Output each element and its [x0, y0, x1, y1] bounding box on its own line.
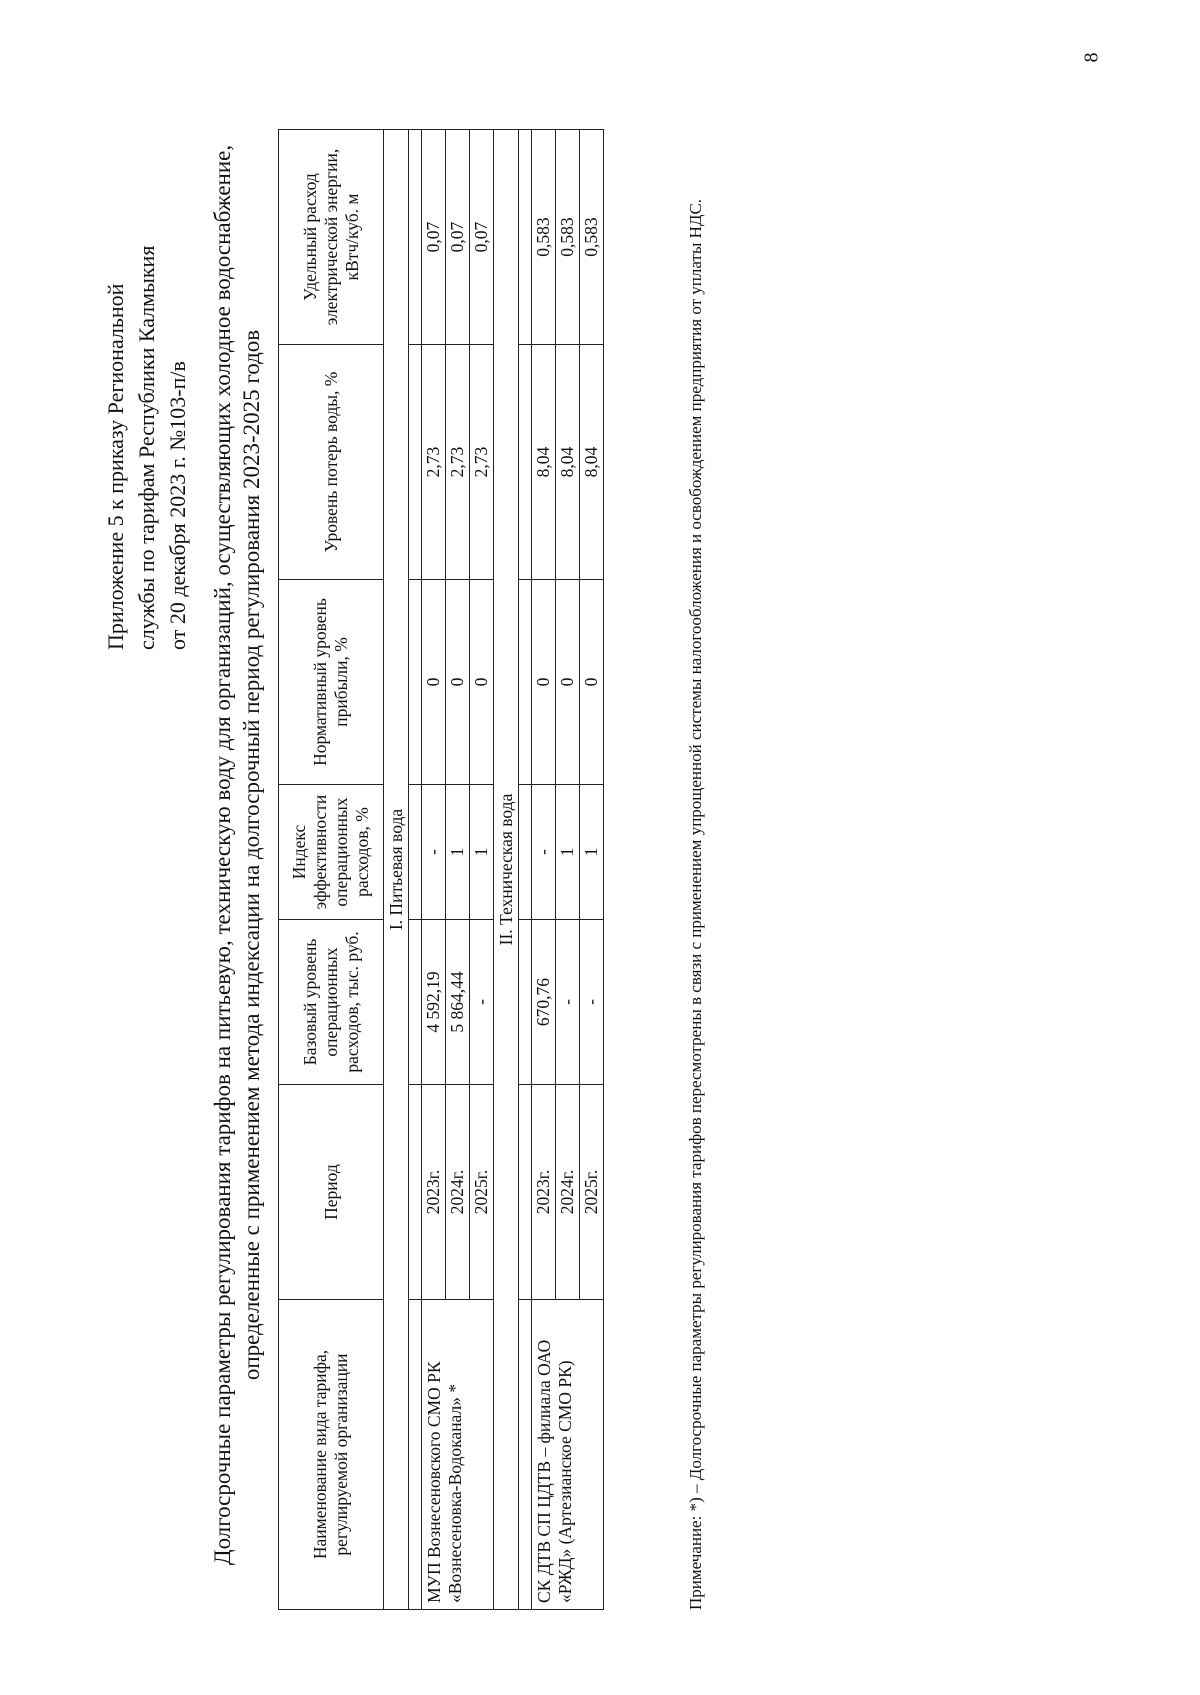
document-title	[208, 120, 266, 1590]
profit-level-cell: 0	[580, 580, 604, 785]
period-cell: 2024г.	[446, 1085, 470, 1300]
profit-level-cell: 0	[446, 580, 470, 785]
energy-cell: 0,07	[446, 130, 470, 345]
section-title: I. Питьевая вода	[384, 130, 409, 1610]
efficiency-index-cell: 1	[470, 785, 494, 920]
appendix-line-1: Приложение 5 к приказу Региональной	[103, 283, 128, 650]
parameters-table	[278, 129, 604, 1610]
header-energy-consumption: Удельный расход электрической энергии, кВтч/куб. м	[279, 130, 384, 345]
header-profit-level: Нормативный уровень прибыли, %	[279, 580, 384, 785]
table-header-row	[279, 130, 384, 1610]
title-line-1: Долгосрочные параметры регулирования тарифов на питьевую, техническую воду для организаций, осуществляющих холодное водоснабжение,	[210, 144, 235, 1566]
section-row	[384, 130, 409, 1610]
appendix-header	[100, 90, 193, 650]
profit-level-cell: 0	[556, 580, 580, 785]
period-cell: 2023г.	[422, 1085, 446, 1300]
water-loss-cell: 2,73	[422, 345, 446, 580]
energy-cell: 0,583	[556, 130, 580, 345]
energy-cell: 0,583	[580, 130, 604, 345]
energy-cell: 0,07	[470, 130, 494, 345]
page-number: 8	[1080, 52, 1103, 63]
header-period: Период	[279, 1085, 384, 1300]
period-cell: 2025г.	[470, 1085, 494, 1300]
period-cell: 2025г.	[580, 1085, 604, 1300]
section-title: II. Техническая вода	[494, 130, 519, 1610]
header-efficiency-index: Индекс эффективности операционных расходов, %	[279, 785, 384, 920]
water-loss-cell: 8,04	[532, 345, 556, 580]
base-costs-cell: 5 864,44	[446, 920, 470, 1085]
org-name: СК ДТВ СП ЦДТВ – филиала ОАО «РЖД» (Артезианское СМО РК)	[532, 1300, 604, 1610]
rotated-page-content	[100, 40, 1200, 1650]
title-line-2: определенные с применением метода индексации на долгосрочный период регулирования 2023-2025 годов	[239, 329, 264, 1381]
water-loss-cell: 8,04	[580, 345, 604, 580]
footnote: Примечание: *) – Долгосрочные параметры регулирования тарифов пересмотрены в связи с применением упрощенной системы налогообложения и освобождением предприятия от уплаты НДС.	[686, 198, 705, 1610]
org-name: МУП Вознесеновского СМО РК «Вознесеновка-Водоканал» *	[422, 1300, 494, 1610]
header-org: Наименование вида тарифа, регулируемой организации	[279, 1300, 384, 1610]
water-loss-cell: 2,73	[470, 345, 494, 580]
appendix-line-3: от 20 декабря 2023 г. №103-п/в	[165, 361, 190, 650]
water-loss-cell: 8,04	[556, 345, 580, 580]
profit-level-cell: 0	[470, 580, 494, 785]
period-cell: 2023г.	[532, 1085, 556, 1300]
table-row	[532, 130, 556, 1610]
header-base-costs: Базовый уровень операционных расходов, тыс. руб.	[279, 920, 384, 1085]
energy-cell: 0,07	[422, 130, 446, 345]
profit-level-cell: 0	[422, 580, 446, 785]
efficiency-index-cell: -	[532, 785, 556, 920]
profit-level-cell: 0	[532, 580, 556, 785]
appendix-line-2: службы по тарифам Республики Калмыкия	[134, 245, 159, 650]
header-water-loss: Уровень потерь воды, %	[279, 345, 384, 580]
spacer-row	[409, 130, 422, 1610]
table-row	[422, 130, 446, 1610]
period-cell: 2024г.	[556, 1085, 580, 1300]
efficiency-index-cell: 1	[446, 785, 470, 920]
efficiency-index-cell: 1	[556, 785, 580, 920]
base-costs-cell: 670,76	[532, 920, 556, 1085]
section-row	[494, 130, 519, 1610]
efficiency-index-cell: 1	[580, 785, 604, 920]
base-costs-cell: -	[470, 920, 494, 1085]
base-costs-cell: -	[580, 920, 604, 1085]
base-costs-cell: 4 592,19	[422, 920, 446, 1085]
efficiency-index-cell: -	[422, 785, 446, 920]
energy-cell: 0,583	[532, 130, 556, 345]
water-loss-cell: 2,73	[446, 345, 470, 580]
base-costs-cell: -	[556, 920, 580, 1085]
spacer-row	[519, 130, 532, 1610]
